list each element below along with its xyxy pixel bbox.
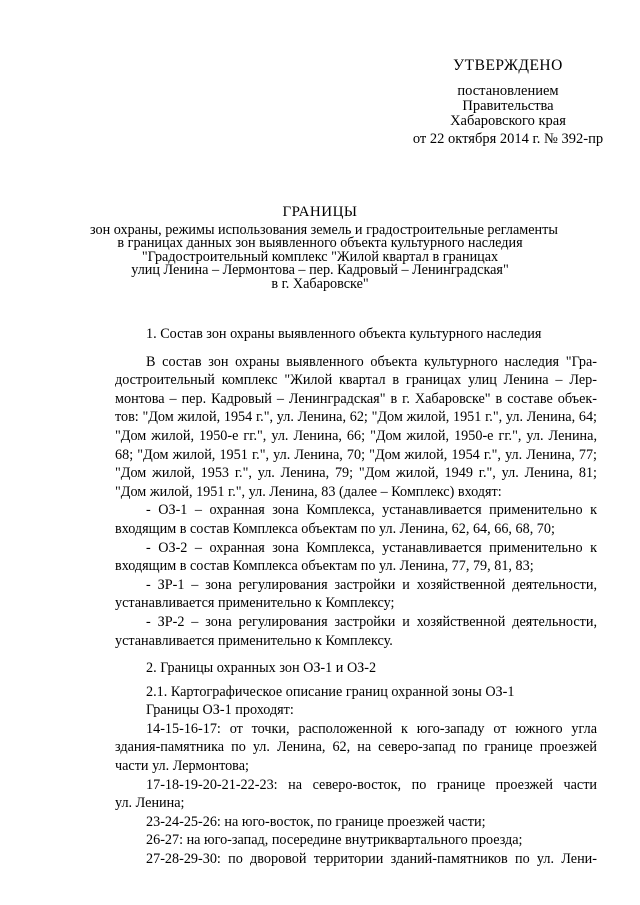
approval-line-1: постановлением	[457, 83, 559, 99]
paragraph-line: тов: "Дом жилой, 1954 г.", ул. Ленина, 62; "Дом жилой, 1951 г.", ул. Ленина, 64;	[115, 409, 597, 426]
paragraph-line: В состав зон охраны выявленного объекта культурного наследия "Гра-	[146, 353, 597, 370]
zone-zr2-line: - ЗР-2 – зона регулирования застройки и хозяйственной деятельности,	[146, 613, 597, 630]
title-line: в г. Хабаровске"	[271, 275, 369, 292]
zone-zr1-line: - ЗР-1 – зона регулирования застройки и хозяйственной деятельности,	[146, 576, 597, 593]
zone-oz1-line: - ОЗ-1 – охранная зона Комплекса, устанавливается применительно к	[146, 502, 597, 519]
paragraph-line: монтова – пер. Кадровый – Ленинградская" в г. Хабаровске" в составе объек-	[115, 390, 597, 407]
approval-title: УТВЕРЖДЕНО	[453, 57, 563, 74]
boundary-line: ул. Ленина;	[115, 795, 185, 812]
section-1-heading: 1. Состав зон охраны выявленного объекта культурного наследия	[146, 326, 542, 342]
boundary-line: здания-памятника по ул. Ленина, 62, на северо-запад по границе проезжей	[115, 739, 597, 756]
document-body	[115, 325, 597, 869]
zone-oz2-line: - ОЗ-2 – охранная зона Комплекса, устанавливается применительно к	[146, 539, 597, 556]
title-line: улиц Ленина – Лермонтова – пер. Кадровый – Ленинградская"	[131, 262, 509, 279]
zone-zr1-line: устанавливается применительно к Комплексу;	[115, 595, 395, 612]
paragraph-line: "Дом жилой, 1953 г.", ул. Ленина, 79; "Дом жилой, 1949 г.", ул. Ленина, 81;	[115, 465, 597, 482]
boundaries-intro: Границы ОЗ-1 проходят:	[146, 702, 294, 719]
approval-line-3: Хабаровского края	[450, 113, 566, 129]
title-line: в границах данных зон выявленного объекта культурного наследия	[117, 235, 523, 252]
approval-date: от 22 октября 2014 г. № 392-пр	[412, 131, 604, 147]
paragraph-line: 68; "Дом жилой, 1951 г.", ул. Ленина, 70; "Дом жилой, 1954 г.", ул. Ленина, 77;	[115, 446, 597, 463]
document-title	[90, 204, 558, 292]
zone-oz1-line: входящим в состав Комплекса объектам по ул. Ленина, 62, 64, 66, 68, 70;	[115, 520, 555, 537]
zone-oz2-line: входящим в состав Комплекса объектам по ул. Ленина, 77, 79, 81, 83;	[115, 558, 534, 575]
paragraph-line: "Дом жилой, 1951 г.", ул. Ленина, 83 (далее – Комплекс) входят:	[115, 483, 502, 500]
paragraph-line: достроительный комплекс "Жилой квартал в границах улиц Ленина – Лер-	[115, 372, 597, 389]
boundary-line: 17-18-19-20-21-22-23: на северо-восток, по границе проезжей части	[146, 776, 597, 793]
paragraph-line: "Дом жилой, 1950-е гг.", ул. Ленина, 66; "Дом жилой, 1950-е гг.", ул. Ленина,	[115, 427, 597, 444]
boundary-line: 14-15-16-17: от точки, расположенной к юго-западу от южного угла	[146, 720, 597, 737]
approval-block	[400, 58, 616, 147]
zone-zr2-line: устанавливается применительно к Комплексу.	[115, 632, 393, 649]
boundary-line: 27-28-29-30: по дворовой территории зданий-памятников по ул. Лени-	[146, 851, 597, 868]
boundary-line: части ул. Лермонтова;	[115, 758, 249, 775]
boundary-line: 26-27: на юго-запад, посередине внутриквартального проезда;	[146, 832, 523, 849]
title-line: "Градостроительный комплекс "Жилой квартал в границах	[141, 248, 499, 265]
approval-line-2: Правительства	[462, 98, 554, 114]
section-2-heading: 2. Границы охранных зон ОЗ-1 и ОЗ-2	[146, 660, 377, 677]
title-heading: ГРАНИЦЫ	[282, 204, 358, 220]
boundary-line: 23-24-25-26: на юго-восток, по границе проезжей части;	[146, 813, 486, 830]
title-line: зон охраны, режимы использования земель и градостроительные регламенты	[90, 221, 558, 238]
section-2-1-heading: 2.1. Картографическое описание границ охранной зоны ОЗ-1	[146, 683, 515, 700]
